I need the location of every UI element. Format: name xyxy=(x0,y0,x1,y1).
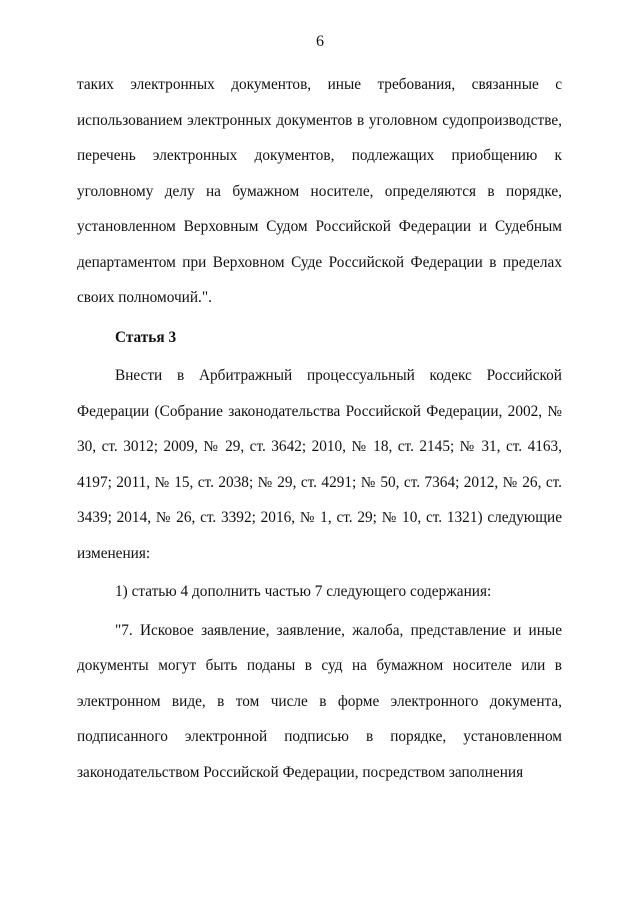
amendment-intro-paragraph: Внести в Арбитражный процессуальный кодекс Российской Федерации (Собрание законодательства Российской Федерации, 2002, № 30, ст. 3012; 2009, № 29, ст. 3642; 2010, № 18, ст. 2145; № 31, ст. 4163, 4197; 2011, № 15, ст. 2038; № 29, ст. 4291; № 50, ст. 7364; 2012, № 26, ст. 3439; 2014, № 26, ст. 3392; 2016, № 1, ст. 29; № 10, ст. 1321) следующие изменения: xyxy=(77,367,562,562)
document-body xyxy=(77,67,562,790)
part-7-paragraph: "7. Исковое заявление, заявление, жалоба, представление и иные документы могут быть поданы в суд на бумажном носителе или в электронном виде, в том числе в форме электронного документа, подписанного электронной подписью в порядке, установленном законодательством Российской Федерации, посредством заполнения xyxy=(77,621,562,781)
article-heading: Статья 3 xyxy=(115,328,177,346)
continuation-paragraph: таких электронных документов, иные требования, связанные с использованием электронных документов в уголовном судопроизводстве, перечень электронных документов, подлежащих приобщению к уголовному делу на бумажном носителе, определяются в порядке, установленном Верховным Судом Российской Федерации и Судебным департаментом при Верховном Суде Российской Федерации в пределах своих полномочий.". xyxy=(77,76,562,306)
page-number: 6 xyxy=(316,33,324,50)
item-1-paragraph: 1) статью 4 дополнить частью 7 следующего содержания: xyxy=(115,583,492,600)
